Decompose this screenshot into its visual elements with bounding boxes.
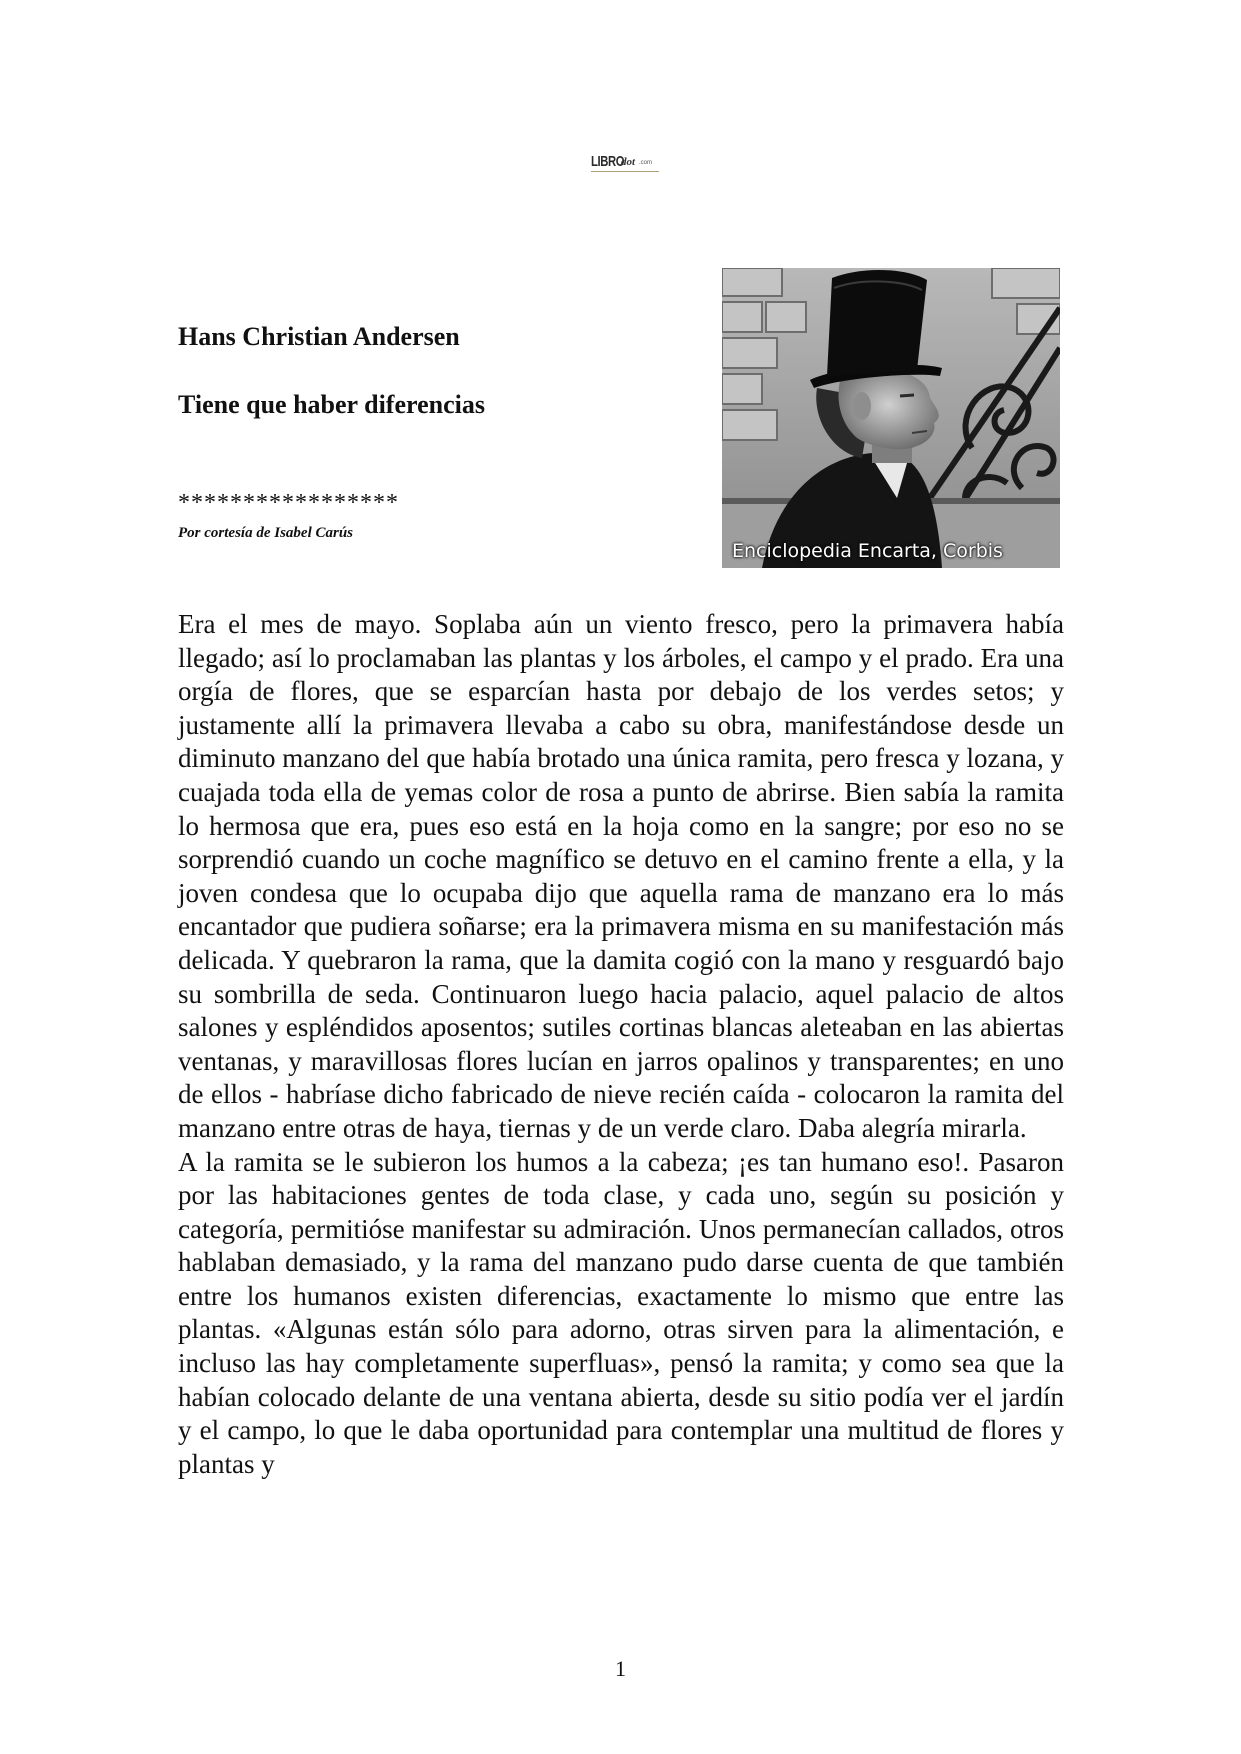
separator-stars: *****************: [178, 490, 399, 516]
author-name: Hans Christian Andersen: [178, 322, 460, 351]
courtesy-credit: Por cortesía de Isabel Carús: [178, 525, 354, 541]
logo-underline: [591, 171, 659, 172]
logo-text-com: .com: [639, 160, 653, 166]
story-title: Tiene que haber diferencias: [178, 390, 485, 419]
photo-caption: Enciclopedia Encarta, Corbis: [732, 540, 1003, 562]
logo-text-libro: LIBRO: [591, 153, 625, 170]
portrait-illustration: [722, 268, 1060, 568]
paragraph-2: A la ramita se le subieron los humos a la cabeza; ¡es tan humano eso!. Pasaron por las habitaciones gentes de toda clase, y cada uno, según su posición y categoría, permitióse manifestar su admiración. Unos permanecían callados, otros hablaban demasiado, y la rama del manzano pudo darse cuenta de que también entre los humanos existen diferencias, exactamente lo mismo que entre las plantas. «Algunas están sólo para adorno, otras sirven para la alimentación, e incluso las hay completamente superfluas», pensó la ramita; y como sea que la habían colocado delante de una ventana abierta, desde su sitio podía ver el jardín y el campo, lo que le daba oportunidad para contemplar una multitud de flores y plantas y: [178, 1146, 1064, 1479]
author-portrait-photo: [722, 268, 1060, 568]
paragraph-1: Era el mes de mayo. Soplaba aún un viento fresco, pero la primavera había llegado; así lo proclamaban las plantas y los árboles, el campo y el prado. Era una orgía de flores, que se esparcían hasta por debajo de los verdes setos; y justamente allí la primavera llevaba a cabo su obra, manifestándose desde un diminuto manzano del que había brotado una única ramita, pero fresca y lozana, y cuajada toda ella de yemas color de rosa a punto de abrirse. Bien sabía la ramita lo hermosa que era, pues eso está en la hoja como en la sangre; por eso no se sorprendió cuando un coche magnífico se detuvo en el camino frente a ella, y la joven condesa que lo ocupaba dijo que aquella rama de manzano era lo más encantador que pudiera soñarse; era la primavera misma en su manifestación más delicada. Y quebraron la rama, que la damita cogió con la mano y resguardó bajo su sombrilla de seda. Continuaron luego hacia palacio, aquel palacio de altos salones y espléndidos aposentos; sutiles cortinas blancas aleteaban en las abiertas ventanas, y maravillosas flores lucían en jarros opalinos y transparentes; en uno de ellos - habríase dicho fabricado de nieve recién caída - colocaron la ramita del manzano entre otras de haya, tiernas y de un verde claro. Daba alegría mirarla.: [178, 609, 1064, 1143]
page-number: 1: [615, 1656, 626, 1681]
logo-text-dot: dot: [621, 156, 636, 168]
story-body: [178, 608, 1064, 1481]
librodot-logo: [591, 153, 661, 175]
